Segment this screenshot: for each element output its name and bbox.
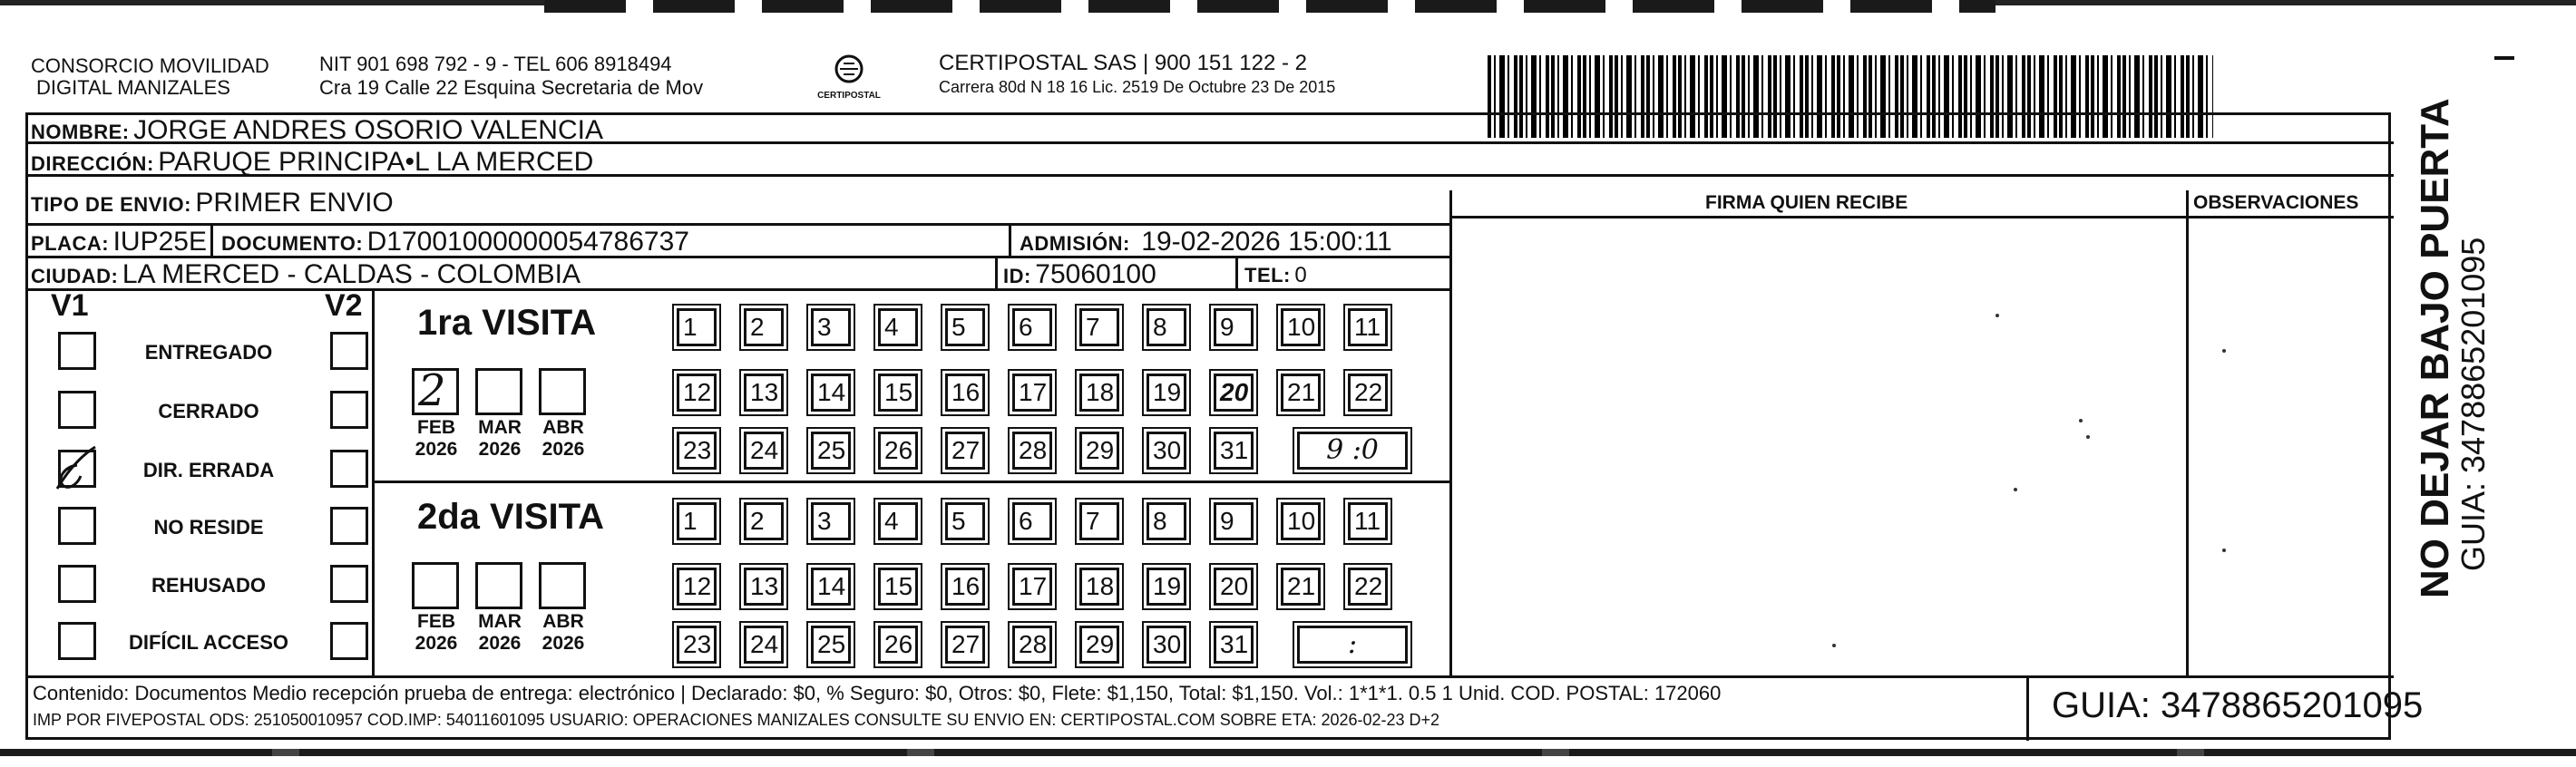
scan-edge-top-marks bbox=[544, 0, 1995, 13]
month-checkbox[interactable] bbox=[539, 562, 586, 609]
v1-checkbox[interactable] bbox=[58, 622, 96, 660]
ciudad-value: LA MERCED - CALDAS - COLOMBIA bbox=[122, 259, 581, 289]
day-checkbox[interactable]: 8 bbox=[1147, 502, 1186, 540]
tel-field bbox=[1244, 263, 1307, 288]
day-checkbox[interactable]: 25 bbox=[811, 432, 851, 470]
day-checkbox[interactable]: 9 bbox=[1214, 308, 1254, 346]
day-checkbox[interactable]: 20 bbox=[1214, 374, 1254, 412]
visit-title: 2da VISITA bbox=[417, 497, 604, 537]
id-field bbox=[1003, 259, 1156, 290]
day-checkbox[interactable]: 2 bbox=[744, 502, 784, 540]
day-checkbox[interactable]: 2 bbox=[744, 308, 784, 346]
direccion-value: PARUQE PRINCIPA•L LA MERCED bbox=[158, 147, 594, 177]
month-name: ABR bbox=[542, 611, 584, 632]
v1-checkbox[interactable] bbox=[58, 507, 96, 545]
status-option-label: DIFÍCIL ACCESO bbox=[128, 631, 288, 654]
status-option-label: ENTREGADO bbox=[144, 341, 273, 364]
month-year: 2026 bbox=[542, 439, 585, 460]
day-checkbox[interactable]: 21 bbox=[1281, 374, 1321, 412]
company-name-line2: DIGITAL MANIZALES bbox=[36, 76, 230, 99]
logo-text: CERTIPOSTAL bbox=[817, 91, 881, 101]
day-checkbox[interactable]: 27 bbox=[945, 432, 985, 470]
month-year: 2026 bbox=[415, 633, 458, 654]
visit-title: 1ra VISITA bbox=[417, 303, 597, 343]
day-checkbox[interactable]: 13 bbox=[744, 568, 784, 606]
footer-contents: Contenido: Documentos Medio recepción prueba de entrega: electrónico | Declarado: $0, % Seguro: $0, Otros: $0, Flete: $1,150, Total: $1,150. Vol.: 1*1*1. 0.5 1 Unid. COD. POSTAL: 172060 bbox=[33, 682, 1722, 704]
placa-row bbox=[31, 227, 207, 257]
month-label bbox=[532, 611, 595, 655]
footer-print-info: IMP POR FIVEPOSTAL ODS: 251050010957 COD.IMP: 54011601095 USUARIO: OPERACIONES MANIZALES CONSULTE SU ENVIO EN: CERTIPOSTAL.COM SOBRE ETA: 2026-02-23 D+2 bbox=[33, 711, 1440, 729]
day-checkbox[interactable]: 15 bbox=[878, 568, 918, 606]
day-checkbox[interactable]: 22 bbox=[1348, 374, 1388, 412]
side-guia-number: GUIA: 3478865201095 bbox=[2454, 237, 2492, 571]
status-option-label: REHUSADO bbox=[151, 574, 266, 597]
day-checkbox[interactable]: 19 bbox=[1147, 374, 1186, 412]
scan-dot bbox=[2086, 435, 2090, 439]
day-checkbox[interactable]: 10 bbox=[1281, 502, 1321, 540]
month-checkbox[interactable] bbox=[539, 368, 586, 415]
day-checkbox[interactable]: 6 bbox=[1012, 308, 1052, 346]
month-name: FEB bbox=[417, 611, 455, 632]
day-checkbox[interactable]: 9 bbox=[1214, 502, 1254, 540]
day-checkbox[interactable]: 5 bbox=[945, 308, 985, 346]
scan-dot bbox=[1832, 644, 1836, 647]
day-checkbox[interactable]: 11 bbox=[1348, 308, 1388, 346]
day-checkbox[interactable]: 8 bbox=[1147, 308, 1186, 346]
direccion-label: DIRECCIÓN: bbox=[31, 152, 154, 175]
day-checkbox[interactable]: 3 bbox=[811, 308, 851, 346]
placa-value: IUP25E bbox=[112, 227, 207, 257]
day-checkbox[interactable]: 23 bbox=[677, 432, 717, 470]
month-name: MAR bbox=[478, 417, 522, 438]
day-checkbox[interactable]: 7 bbox=[1079, 502, 1119, 540]
nombre-row bbox=[31, 115, 603, 146]
day-checkbox[interactable]: 25 bbox=[811, 626, 851, 664]
month-label bbox=[468, 417, 532, 461]
month-year: 2026 bbox=[542, 633, 585, 654]
certipostal-logo bbox=[816, 51, 882, 105]
day-checkbox[interactable]: 31 bbox=[1214, 432, 1254, 470]
tipo-envio-value: PRIMER ENVIO bbox=[195, 188, 394, 218]
month-checkbox[interactable] bbox=[475, 562, 522, 609]
status-option-label: CERRADO bbox=[158, 400, 259, 422]
ciudad-label: CIUDAD: bbox=[31, 265, 119, 287]
firma-header: FIRMA QUIEN RECIBE bbox=[1705, 192, 1908, 213]
v2-checkbox[interactable] bbox=[330, 507, 368, 545]
day-checkbox[interactable]: 18 bbox=[1079, 568, 1119, 606]
tel-label: TEL: bbox=[1244, 264, 1291, 286]
direccion-row bbox=[31, 147, 593, 178]
nombre-value: JORGE ANDRES OSORIO VALENCIA bbox=[133, 115, 603, 145]
day-checkbox[interactable]: 19 bbox=[1147, 568, 1186, 606]
carrier-line2: Carrera 80d N 18 16 Lic. 2519 De Octubre 23 De 2015 bbox=[939, 78, 1336, 96]
documento-field bbox=[221, 227, 689, 257]
day-checkbox[interactable]: 18 bbox=[1079, 374, 1119, 412]
month-label bbox=[532, 417, 595, 461]
status-option-label: DIR. ERRADA bbox=[142, 459, 275, 481]
month-year: 2026 bbox=[478, 439, 522, 460]
day-checkbox[interactable]: 6 bbox=[1012, 502, 1052, 540]
day-checkbox[interactable]: 24 bbox=[744, 432, 784, 470]
documento-label: DOCUMENTO: bbox=[221, 232, 364, 255]
visit-time-field[interactable]: 9 :0 bbox=[1297, 432, 1408, 470]
v1-checkbox[interactable] bbox=[58, 565, 96, 603]
day-checkbox[interactable]: 1 bbox=[677, 308, 717, 346]
month-checkbox[interactable] bbox=[475, 368, 522, 415]
v2-checkbox[interactable] bbox=[330, 391, 368, 429]
month-label bbox=[468, 611, 532, 655]
day-checkbox[interactable]: 29 bbox=[1079, 432, 1119, 470]
v1-checkbox[interactable] bbox=[58, 450, 96, 488]
admision-value: 19-02-2026 15:00:11 bbox=[1141, 227, 1392, 257]
observaciones-header: OBSERVACIONES bbox=[2193, 192, 2359, 213]
day-checkbox[interactable]: 1 bbox=[677, 502, 717, 540]
day-checkbox[interactable]: 31 bbox=[1214, 626, 1254, 664]
day-checkbox[interactable]: 17 bbox=[1012, 568, 1052, 606]
scan-dot bbox=[2222, 549, 2226, 552]
documento-value: D17001000000054786737 bbox=[366, 227, 689, 257]
v1-header: V1 bbox=[51, 288, 89, 323]
month-name: MAR bbox=[478, 611, 522, 632]
day-checkbox[interactable]: 24 bbox=[744, 626, 784, 664]
scan-dot bbox=[2014, 488, 2017, 491]
month-checkbox[interactable] bbox=[412, 562, 459, 609]
placa-label: PLACA: bbox=[31, 232, 110, 255]
day-checkbox[interactable]: 15 bbox=[878, 374, 918, 412]
day-checkbox[interactable]: 20 bbox=[1214, 568, 1254, 606]
scan-edge-bottom bbox=[0, 749, 2576, 756]
handwritten-month-mark: 2 bbox=[418, 365, 446, 416]
v2-checkbox[interactable] bbox=[330, 332, 368, 370]
visit-time-field[interactable]: : bbox=[1297, 626, 1408, 664]
day-checkbox[interactable]: 28 bbox=[1012, 432, 1052, 470]
no-dejar-bajo-puerta: NO DEJAR BAJO PUERTA bbox=[2413, 98, 2457, 598]
day-checkbox[interactable]: 3 bbox=[811, 502, 851, 540]
v2-checkbox[interactable] bbox=[330, 565, 368, 603]
v2-checkbox[interactable] bbox=[330, 450, 368, 488]
day-checkbox[interactable]: 26 bbox=[878, 626, 918, 664]
id-label: ID: bbox=[1003, 265, 1031, 287]
tipo-envio-row bbox=[31, 188, 394, 218]
scan-dot bbox=[2079, 419, 2083, 422]
tel-value: 0 bbox=[1294, 263, 1307, 287]
v1-checkbox[interactable] bbox=[58, 391, 96, 429]
month-name: ABR bbox=[542, 417, 584, 438]
day-checkbox[interactable]: 5 bbox=[945, 502, 985, 540]
day-checkbox[interactable]: 21 bbox=[1281, 568, 1321, 606]
v1-checkbox[interactable] bbox=[58, 332, 96, 370]
day-checkbox[interactable]: 14 bbox=[811, 568, 851, 606]
address-line: Cra 19 Calle 22 Esquina Secretaria de Mov bbox=[319, 76, 704, 99]
admision-field bbox=[1020, 227, 1392, 257]
day-checkbox[interactable]: 10 bbox=[1281, 308, 1321, 346]
day-checkbox[interactable]: 12 bbox=[677, 568, 717, 606]
scan-mark bbox=[2494, 56, 2514, 60]
scan-dot bbox=[2222, 349, 2226, 353]
day-checkbox[interactable]: 7 bbox=[1079, 308, 1119, 346]
month-year: 2026 bbox=[478, 633, 522, 654]
month-name: FEB bbox=[417, 417, 455, 438]
day-checkbox[interactable]: 13 bbox=[744, 374, 784, 412]
day-checkbox[interactable]: 11 bbox=[1348, 502, 1388, 540]
v2-checkbox[interactable] bbox=[330, 622, 368, 660]
id-value: 75060100 bbox=[1035, 259, 1156, 289]
v2-header: V2 bbox=[325, 288, 363, 323]
day-checkbox[interactable]: 29 bbox=[1079, 626, 1119, 664]
day-checkbox[interactable]: 28 bbox=[1012, 626, 1052, 664]
tipo-envio-label: TIPO DE ENVIO: bbox=[31, 193, 191, 216]
status-option-label: NO RESIDE bbox=[153, 516, 264, 539]
day-checkbox[interactable]: 16 bbox=[945, 374, 985, 412]
day-checkbox[interactable]: 30 bbox=[1147, 432, 1186, 470]
footer-guia-number: GUIA: 3478865201095 bbox=[2052, 685, 2424, 725]
month-checkbox[interactable] bbox=[412, 365, 459, 416]
day-checkbox[interactable]: 17 bbox=[1012, 374, 1052, 412]
day-checkbox[interactable]: 14 bbox=[811, 374, 851, 412]
ciudad-row bbox=[31, 259, 581, 290]
nit-line: NIT 901 698 792 - 9 - TEL 606 8918494 bbox=[319, 53, 672, 75]
day-checkbox[interactable]: 23 bbox=[677, 626, 717, 664]
day-checkbox[interactable]: 4 bbox=[878, 502, 918, 540]
day-checkbox[interactable]: 22 bbox=[1348, 568, 1388, 606]
month-label bbox=[405, 611, 468, 655]
day-checkbox[interactable]: 12 bbox=[677, 374, 717, 412]
scan-dot bbox=[1995, 314, 1999, 317]
day-checkbox[interactable]: 16 bbox=[945, 568, 985, 606]
admision-label: ADMISIÓN: bbox=[1020, 232, 1130, 255]
day-checkbox[interactable]: 27 bbox=[945, 626, 985, 664]
month-label bbox=[405, 417, 468, 461]
nombre-label: NOMBRE: bbox=[31, 121, 130, 143]
month-year: 2026 bbox=[415, 439, 458, 460]
day-checkbox[interactable]: 4 bbox=[878, 308, 918, 346]
day-checkbox[interactable]: 30 bbox=[1147, 626, 1186, 664]
carrier-line1: CERTIPOSTAL SAS | 900 151 122 - 2 bbox=[939, 51, 1307, 75]
company-name-line1: CONSORCIO MOVILIDAD bbox=[31, 54, 269, 77]
day-checkbox[interactable]: 26 bbox=[878, 432, 918, 470]
